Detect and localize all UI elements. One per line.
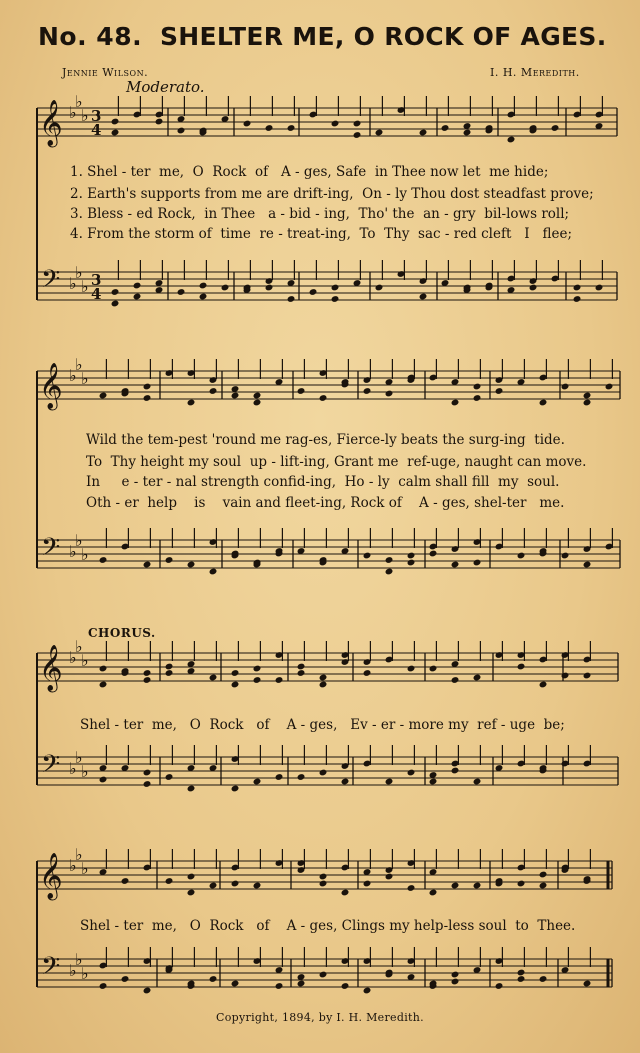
note-head [143,383,152,391]
note-head [111,300,120,308]
flat-icon: ♭ [69,542,77,561]
note-head [473,778,482,786]
note-head [363,987,372,995]
note-head [517,552,526,560]
note-head [451,399,460,407]
flat-icon: ♭ [75,950,83,969]
note-head [605,383,614,391]
flat-icon: ♭ [75,637,83,656]
note-head [331,120,340,128]
bass-clef-icon: 𝄢 [41,533,61,568]
note-head [253,399,262,407]
note-head [309,288,318,296]
flat-icon: ♭ [75,263,83,282]
note-head [253,665,262,673]
note-head [209,387,218,395]
note-head [253,882,262,890]
composer-credit: I. H. Meredith. [490,66,580,79]
note-head [297,387,306,395]
note-head [265,124,274,132]
note-head [177,127,186,135]
note-head [231,785,240,793]
note-head [143,394,152,402]
flat-icon: ♭ [75,531,83,550]
note-head [341,982,350,990]
note-head [155,118,164,126]
note-head [551,124,560,132]
note-head [561,672,570,680]
flat-icon: ♭ [69,103,77,122]
treble-clef-icon: 𝄞 [39,100,63,146]
note-head [287,124,296,132]
note-head [407,769,416,777]
note-head [319,769,328,777]
chorus-line-1: Shel - ter me, O Rock of A - ges, Ev - er - more my ref - uge be; [80,717,565,733]
note-head [165,663,174,671]
note-head [529,284,538,292]
flat-icon: ♭ [81,106,89,125]
note-head [253,392,262,400]
note-head [99,776,108,784]
note-head [419,293,428,301]
verse-2-line-1: 2. Earth's supports from me are drift-ing, On - ly Thou dost steadfast prove; [70,186,594,202]
note-head [539,399,548,407]
note-head [517,663,526,671]
note-head [539,871,548,879]
note-head [451,882,460,890]
note-head [429,665,438,673]
flat-icon: ♭ [75,92,83,111]
lyricist-credit: Jennie Wilson. [62,66,149,79]
note-head [407,884,416,892]
flat-icon: ♭ [69,856,77,875]
bass-clef-icon: 𝄢 [41,750,61,785]
note-head [187,889,196,897]
verse-4-line-2: Oth - er help is vain and fleet-ing, Rock of A - ges, shel-ter me. [86,495,565,511]
note-head [473,559,482,567]
note-head [165,556,174,564]
flat-icon: ♭ [81,762,89,781]
note-head [451,676,460,684]
note-head [209,882,218,890]
copyright-notice: Copyright, 1894, by I. H. Meredith. [216,1011,424,1024]
note-head [265,284,274,292]
note-head [419,129,428,137]
chorus-label: CHORUS. [88,626,156,640]
treble-clef-icon: 𝄞 [39,645,63,691]
note-head [561,383,570,391]
flat-icon: ♭ [81,859,89,878]
note-head [143,676,152,684]
note-head [231,392,240,400]
verse-1-line-1: 1. Shel - ter me, O Rock of A - ges, Safe in Thee now let me hide; [70,164,549,180]
note-head [353,120,362,128]
flat-icon: ♭ [81,651,89,670]
note-head [441,124,450,132]
note-head [319,674,328,682]
note-head [165,773,174,781]
note-head [143,780,152,788]
note-head [375,284,384,292]
time-signature-bottom: 4 [91,285,102,303]
note-head [287,295,296,303]
note-head [319,681,328,689]
note-head [451,767,460,775]
note-head [143,987,152,995]
note-head [209,975,218,983]
note-head [111,118,120,126]
bass-clef-icon: 𝄢 [41,265,61,300]
note-head [353,131,362,139]
note-head [275,676,284,684]
note-head [231,980,240,988]
note-head [133,282,142,290]
note-head [375,129,384,137]
note-head [473,882,482,890]
note-head [221,284,230,292]
note-head [495,982,504,990]
flat-icon: ♭ [69,274,77,293]
note-head [121,975,130,983]
note-head [341,889,350,897]
verse-4-line-1: 4. From the storm of time re - treat-ing, To Thy sac - red cleft I flee; [70,226,573,242]
flat-icon: ♭ [81,277,89,296]
bass-clef-icon: 𝄢 [41,952,61,987]
treble-clef-icon: 𝄞 [39,363,63,409]
note-head [517,880,526,888]
note-head [429,889,438,897]
note-head [297,669,306,677]
note-head [297,773,306,781]
note-head [99,556,108,564]
note-head [99,681,108,689]
flat-icon: ♭ [69,648,77,667]
note-head [341,778,350,786]
flat-icon: ♭ [81,545,89,564]
note-head [253,778,262,786]
flat-icon: ♭ [75,355,83,374]
note-head [187,399,196,407]
note-head [319,880,328,888]
note-head [231,681,240,689]
time-signature-bottom: 4 [91,121,102,139]
note-head [331,284,340,292]
note-head [231,880,240,888]
note-head [595,284,604,292]
note-head [363,387,372,395]
note-head [583,672,592,680]
note-head [199,282,208,290]
note-head [573,295,582,303]
note-head [111,288,120,296]
note-head [429,550,438,558]
note-head [385,568,394,576]
note-head [177,288,186,296]
note-head [539,681,548,689]
note-head [451,971,460,979]
note-head [407,552,416,560]
hymn-title: SHELTER ME, O ROCK OF AGES. [160,22,607,51]
note-head [253,676,262,684]
note-head [473,674,482,682]
flat-icon: ♭ [81,369,89,388]
note-head [165,669,174,677]
note-head [243,120,252,128]
flat-icon: ♭ [81,964,89,983]
note-head [385,873,394,881]
note-head [583,980,592,988]
note-head [187,873,196,881]
note-head [297,980,306,988]
note-head [583,399,592,407]
note-head [385,556,394,564]
note-head [99,982,108,990]
chorus-line-2: Shel - ter me, O Rock of A - ges, Clings my help-less soul to Thee. [80,918,576,934]
flat-icon: ♭ [69,759,77,778]
flat-icon: ♭ [75,748,83,767]
note-head [99,665,108,673]
treble-clef-icon: 𝄞 [39,853,63,899]
note-head [451,561,460,569]
note-head [561,552,570,560]
note-head [539,882,548,890]
note-head [99,392,108,400]
note-head [539,975,548,983]
note-head [473,394,482,402]
note-head [143,561,152,569]
note-head [385,778,394,786]
hymn-number: No. 48. [38,22,143,51]
note-head [209,568,218,576]
note-head [463,129,472,137]
note-head [275,982,284,990]
note-head [583,561,592,569]
verse-1-line-2: Wild the tem-pest 'round me rag-es, Fierce-ly beats the surg-ing tide. [86,432,565,448]
note-head [209,674,218,682]
note-head [573,284,582,292]
note-head [319,971,328,979]
flat-icon: ♭ [69,961,77,980]
note-head [429,778,438,786]
note-head [517,975,526,983]
note-head [451,978,460,986]
note-head [319,873,328,881]
flat-icon: ♭ [69,366,77,385]
note-head [319,394,328,402]
note-head [111,129,120,137]
note-head [385,390,394,398]
time-signature-top: 3 [91,107,102,125]
note-head [495,387,504,395]
note-head [331,295,340,303]
flat-icon: ♭ [75,845,83,864]
note-head [297,663,306,671]
note-head [363,880,372,888]
note-head [473,383,482,391]
note-head [407,559,416,567]
note-head [507,136,516,144]
note-head [363,552,372,560]
note-head [517,969,526,977]
time-signature-top: 3 [91,271,102,289]
note-head [583,392,592,400]
note-head [121,877,130,885]
note-head [199,293,208,301]
note-head [275,773,284,781]
note-head [187,561,196,569]
note-head [231,669,240,677]
note-head [407,665,416,673]
verse-3-line-2: In e - ter - nal strength confid-ing, Ho - ly calm shall fill my soul. [86,474,560,490]
note-head [165,877,174,885]
note-head [187,785,196,793]
note-head [133,293,142,301]
verse-2-line-2: To Thy height my soul up - lift-ing, Grant me ref-uge, naught can move. [86,454,587,470]
note-head [143,769,152,777]
note-head [143,669,152,677]
verse-3-line-1: 3. Bless - ed Rock, in Thee a - bid - ing, Tho' the an - gry bil-lows roll; [70,206,570,222]
note-head [363,669,372,677]
tempo-marking: Moderato. [126,78,205,96]
